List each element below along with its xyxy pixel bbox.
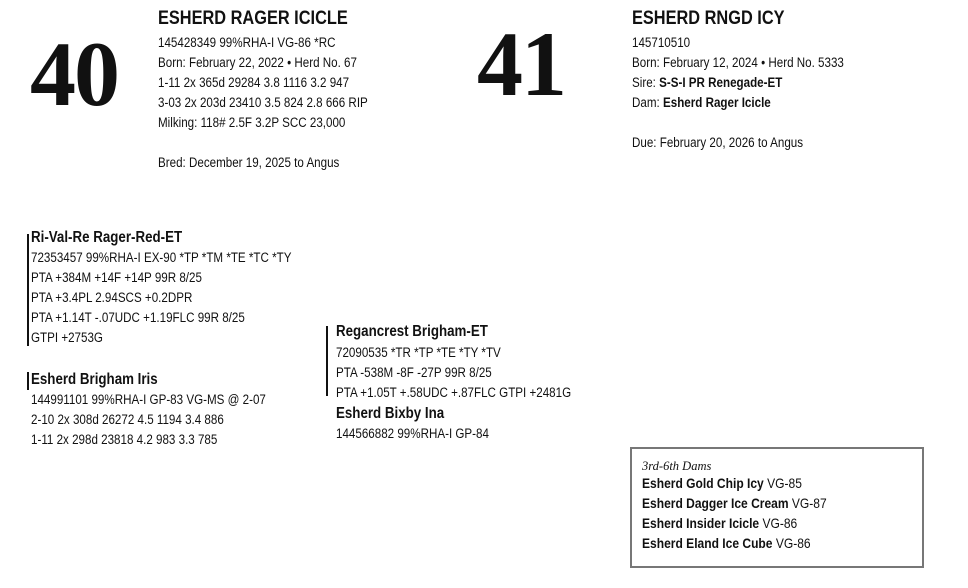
lot40-milking: Milking: 118# 2.5F 3.2P SCC 23,000 xyxy=(158,115,346,130)
dam-line-3: 1-11 2x 298d 23818 4.2 983 3.3 785 xyxy=(31,432,218,447)
dams-box xyxy=(630,447,924,568)
lot40-name: ESHERD RAGER ICICLE xyxy=(158,8,348,29)
damsire-pedigree-name: Regancrest Brigham-ET xyxy=(336,323,488,340)
granddam-pedigree-name: Esherd Bixby Ina xyxy=(336,405,445,422)
dam-row-name: Esherd Dagger Ice Cream xyxy=(642,495,789,511)
sire-line-5: GTPI +2753G xyxy=(31,330,103,345)
dam-row-score: VG-85 xyxy=(767,475,802,491)
sire-pedigree-name: Ri-Val-Re Rager-Red-ET xyxy=(31,229,183,246)
lot41-registration: 145710510 xyxy=(632,35,691,50)
damsire-line-1: 72090535 *TR *TP *TE *TY *TV xyxy=(336,345,501,360)
lot40-bred: Bred: December 19, 2025 to Angus xyxy=(158,155,340,170)
sire-bracket xyxy=(27,234,29,346)
dam-row xyxy=(642,493,827,513)
damsire-line-2: PTA -538M -8F -27P 99R 8/25 xyxy=(336,365,492,380)
sire-line-3: PTA +3.4PL 2.94SCS +0.2DPR xyxy=(31,290,193,305)
dam-label: Dam: xyxy=(632,95,660,110)
lot41-dam xyxy=(632,93,771,113)
lot40-born: Born: February 22, 2022 • Herd No. 67 xyxy=(158,55,357,70)
dam-row-score: VG-87 xyxy=(791,495,827,511)
sire-label: Sire: xyxy=(632,75,656,90)
lot40-record-2: 3-03 2x 203d 23410 3.5 824 2.8 666 RIP xyxy=(158,95,368,110)
lot-number-40: 40 xyxy=(30,23,118,125)
sire-line-1: 72353457 99%RHA-I EX-90 *TP *TM *TE *TC *TY xyxy=(31,250,292,265)
lot41-born: Born: February 12, 2024 • Herd No. 5333 xyxy=(632,55,844,70)
dam-row-name: Esherd Insider Icicle xyxy=(642,515,760,531)
sire-name: S-S-I PR Renegade-ET xyxy=(659,75,783,90)
dams-box-title: 3rd-6th Dams xyxy=(642,459,712,473)
lot40-record-1: 1-11 2x 365d 29284 3.8 1116 3.2 947 xyxy=(158,75,350,90)
lot-number-41: 41 xyxy=(477,13,565,115)
dam-bracket xyxy=(27,372,29,390)
dam-name: Esherd Rager Icicle xyxy=(662,95,771,110)
sire-line-4: PTA +1.14T -.07UDC +1.19FLC 99R 8/25 xyxy=(31,310,245,325)
dam-line-1: 144991101 99%RHA-I GP-83 VG-MS @ 2-07 xyxy=(31,392,266,407)
lot41-due: Due: February 20, 2026 to Angus xyxy=(632,135,804,150)
dam-row-score: VG-86 xyxy=(775,535,811,551)
dam-row-name: Esherd Eland Ice Cube xyxy=(642,535,773,551)
lot41-name: ESHERD RNGD ICY xyxy=(632,8,785,29)
dam-row xyxy=(642,533,811,553)
lot40-registration: 145428349 99%RHA-I VG-86 *RC xyxy=(158,35,336,50)
dam-pedigree-name: Esherd Brigham Iris xyxy=(31,371,158,388)
dam-row xyxy=(642,473,802,493)
damsire-line-3: PTA +1.05T +.58UDC +.87FLC GTPI +2481G xyxy=(336,385,572,400)
lot41-sire xyxy=(632,73,782,93)
dam-row xyxy=(642,513,797,533)
dam-row-name: Esherd Gold Chip Icy xyxy=(642,475,764,491)
damsire-bracket xyxy=(326,326,328,396)
sire-line-2: PTA +384M +14F +14P 99R 8/25 xyxy=(31,270,202,285)
dam-row-score: VG-86 xyxy=(762,515,798,531)
granddam-line: 144566882 99%RHA-I GP-84 xyxy=(336,426,489,441)
dam-line-2: 2-10 2x 308d 26272 4.5 1194 3.4 886 xyxy=(31,412,224,427)
